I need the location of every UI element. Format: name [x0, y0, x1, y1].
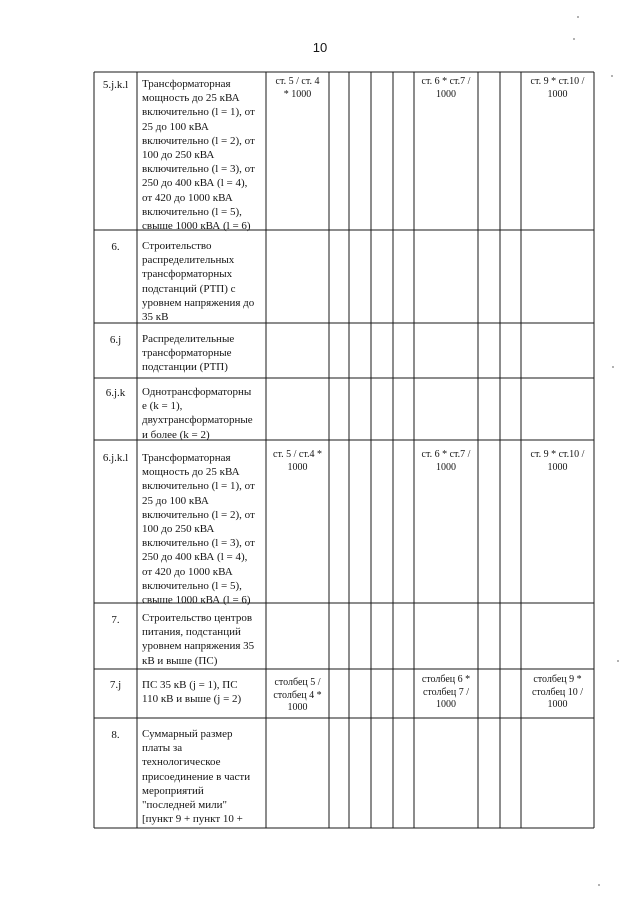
- formula-total-cost-alt: ст. 9 * ст.10 / 1000: [530, 449, 585, 473]
- scan-speck: [612, 366, 614, 368]
- formula-total-cost: ст. 6 * ст.7 / 1000: [421, 76, 471, 100]
- scan-speck: [573, 38, 575, 40]
- formula-cost-per-unit: ст. 5 / ст. 4 * 1000: [275, 76, 320, 100]
- table-row: [0, 669, 640, 718]
- table-row: [0, 603, 640, 669]
- scan-speck: [617, 660, 619, 662]
- scan-speck: [577, 16, 579, 18]
- row-number: 6.j.k.l: [102, 452, 129, 464]
- formula-total-cost-alt: ст. 9 * ст.10 / 1000: [530, 76, 585, 100]
- row-description: Распределительные трансформаторные подстанции (РТП): [142, 333, 235, 374]
- row-number: 5.j.k.l: [102, 79, 129, 91]
- table-row: [0, 72, 640, 233]
- scan-speck: [598, 884, 600, 886]
- row-description: ПС 35 кВ (j = 1), ПС 110 кВ и выше (j = 2): [142, 679, 242, 706]
- table-row: [0, 323, 640, 378]
- table-row: [0, 718, 640, 828]
- row-description: Однотрансформаторны е (k = 1), двухтрансформаторные и более (k = 2): [142, 386, 253, 441]
- table-row: [0, 230, 640, 323]
- row-number: 8.: [111, 729, 120, 741]
- formula-total-cost: ст. 6 * ст.7 / 1000: [421, 449, 471, 473]
- row-number: 6.j.k: [105, 387, 126, 399]
- formula-total-cost-alt: столбец 9 * столбец 10 / 1000: [531, 674, 584, 710]
- row-description: Трансформаторная мощность до 25 кВА включительно (l = 1), от 25 до 100 кВА включительно (l = 2), от 100 до 250 кВА включительно (l = 3), от 250 до 400 кВА (l = 4), от 420 до 1000 кВА включительно (l = 5), свыше 1000 кВА (l = 6): [142, 78, 255, 233]
- row-number: 7.j: [109, 679, 122, 691]
- formula-cost-per-unit: столбец 5 / столбец 4 * 1000: [273, 677, 322, 713]
- scan-speck: [611, 75, 613, 77]
- table-row: [0, 378, 640, 440]
- row-number: 7.: [111, 614, 120, 626]
- formula-total-cost: столбец 6 * столбец 7 / 1000: [421, 674, 471, 710]
- row-description: Строительство распределительных трансформаторных подстанций (РТП) с уровнем напряжения до 35 кВ: [142, 240, 255, 324]
- row-description: Суммарный размер платы за технологическое присоединение в части мероприятий "последней мили" [пункт 9 + пункт 10 +: [142, 728, 251, 826]
- table-row: [0, 440, 640, 607]
- formula-cost-per-unit: ст. 5 / ст.4 * 1000: [273, 449, 322, 473]
- row-number: 6.: [111, 241, 120, 253]
- row-description: Строительство центров питания, подстанций уровнем напряжения 35 кВ и выше (ПС): [142, 612, 255, 667]
- row-number: 6.j: [109, 334, 122, 346]
- page-number: 10: [312, 40, 328, 55]
- row-description: Трансформаторная мощность до 25 кВА включительно (l = 1), от 25 до 100 кВА включительно (l = 2), от 100 до 250 кВА включительно (l = 3), от 250 до 400 кВА (l = 4), от 420 до 1000 кВА включительно (l = 5), свыше 1000 кВА (l = 6): [142, 452, 255, 607]
